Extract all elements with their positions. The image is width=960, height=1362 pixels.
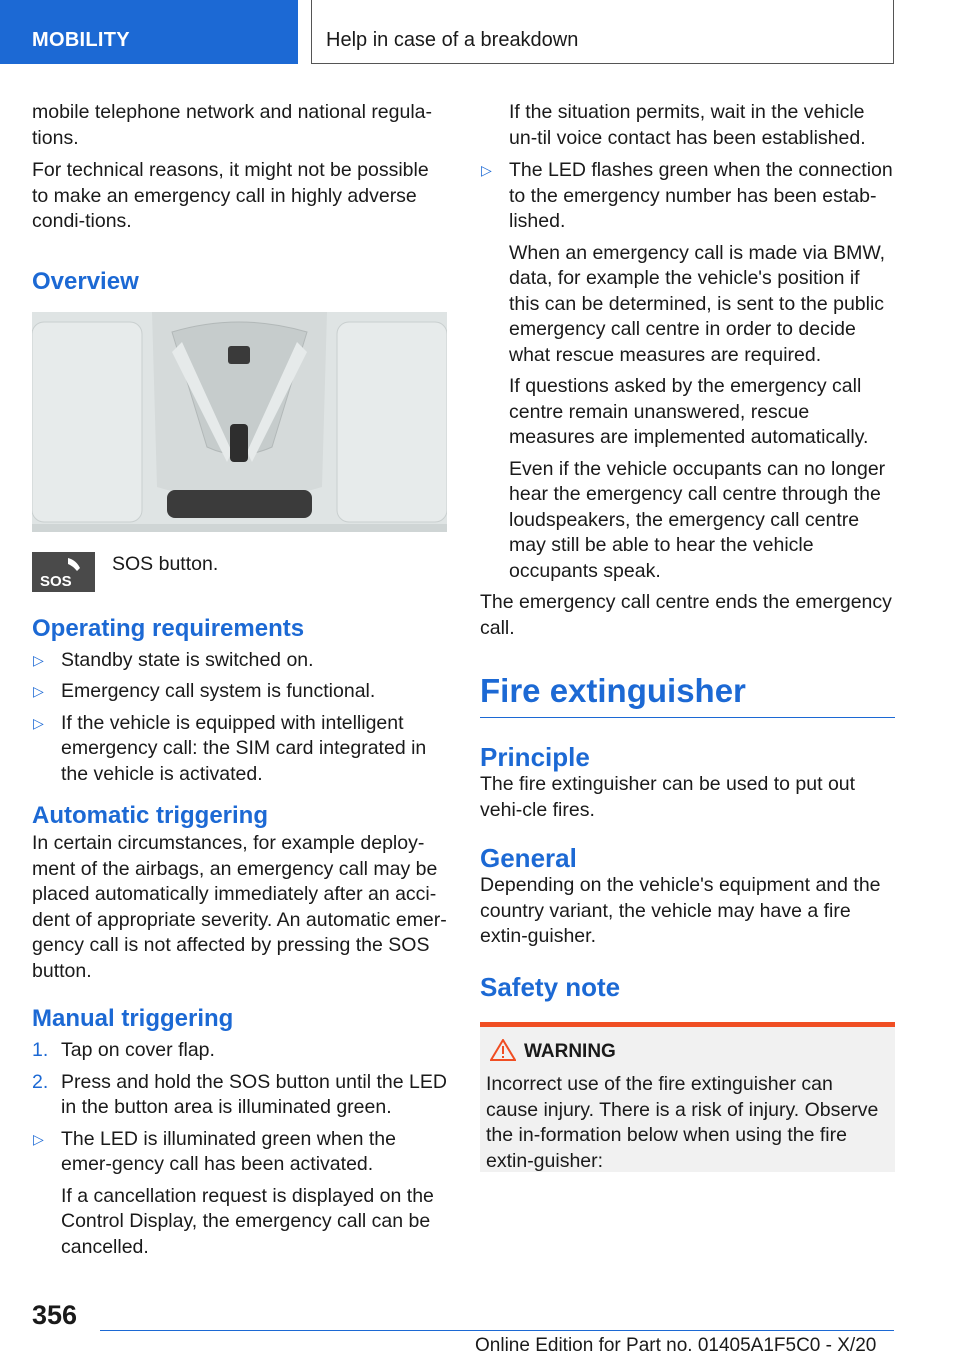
triangle-bullet-icon: ▷ bbox=[33, 714, 44, 731]
manual-triggering-heading: Manual triggering bbox=[32, 1005, 234, 1032]
triangle-bullet-icon: ▷ bbox=[33, 651, 44, 668]
warning-text: Incorrect use of the fire extinguisher can cause injury. There is a risk of injury. Observe the in-formation below when using the fire extin-guisher: bbox=[486, 1073, 879, 1172]
list-item: ▷ If the vehicle is equipped with intelligent emergency call: the SIM card integrated in the vehicle is activated. bbox=[33, 711, 427, 785]
sos-icon bbox=[32, 552, 95, 592]
section-label: MOBILITY bbox=[32, 29, 130, 51]
sos-button bbox=[228, 346, 250, 364]
list-item: ▷ Standby state is switched on. bbox=[32, 648, 447, 674]
overview-heading: Overview bbox=[32, 267, 139, 295]
list-item: ▷ The LED is illuminated green when the emer-gency call has been activated. If a cancellation request is displayed on the Control Display, the emergency call can be cancelled. bbox=[32, 1127, 447, 1261]
footer-edition: Online Edition for Part no. 01405A1F5C0 - X/20 bbox=[475, 1335, 877, 1356]
list-item-subtext: When an emergency call is made via BMW, data, for example the vehicle's position if this can be determined, is sent to the public emergency call centre in order to decide what rescue measures are required. bbox=[509, 241, 886, 366]
principle-heading: Principle bbox=[480, 742, 590, 772]
right-column bbox=[480, 100, 895, 1172]
heading-rule bbox=[480, 717, 895, 718]
manual-triggering-steps bbox=[32, 1038, 447, 1121]
step-item: 2. Press and hold the SOS button until the LED in the button area is illuminated green. bbox=[32, 1070, 447, 1118]
warning-triangle-icon bbox=[490, 1039, 516, 1069]
list-item: ▷ Emergency call system is functional. bbox=[32, 679, 447, 705]
sos-icon-label: SOS bbox=[40, 572, 72, 590]
left-column bbox=[32, 100, 447, 1266]
warning-title-row bbox=[524, 1039, 888, 1065]
automatic-triggering-heading: Automatic triggering bbox=[32, 802, 269, 829]
triangle-bullet-icon: ▷ bbox=[481, 162, 492, 178]
warning-box bbox=[480, 1022, 895, 1172]
list-item-subtext: Even if the vehicle occupants can no longer hear the emergency call centre through the loudspeakers, the emergency call centre may still be able to hear the vehicle occupants speak. bbox=[509, 457, 886, 582]
automatic-triggering-text: In certain circumstances, for example deploy-ment of the airbags, an emergency call may be placed automatically immediately after an acci-dent of appropriate severity. An automatic emer-gency call is not affected by pressing the SOS button. bbox=[32, 832, 447, 982]
operating-requirements-list bbox=[32, 648, 447, 788]
photo-caption: SOS button. bbox=[112, 552, 219, 575]
general-heading: General bbox=[480, 843, 577, 873]
list-item-subtext: If a cancellation request is displayed on the Control Display, the emergency call can be cancelled. bbox=[61, 1184, 434, 1258]
list-item-subtext: If questions asked by the emergency call centre remain unanswered, rescue measures are implemented automatically. bbox=[509, 375, 869, 448]
intro-paragraph-1: mobile telephone network and national regula-tions. bbox=[32, 101, 433, 149]
section-tab bbox=[0, 0, 298, 64]
triangle-bullet-icon: ▷ bbox=[33, 683, 44, 699]
continued-subtext: If the situation permits, wait in the vehicle un-til voice contact has been established. bbox=[509, 101, 866, 149]
page-number: 356 bbox=[32, 1300, 78, 1330]
triangle-bullet-icon: ▷ bbox=[33, 1130, 44, 1147]
chapter-header bbox=[311, 0, 894, 64]
overhead-console-illustration bbox=[32, 312, 447, 532]
intro-paragraph-2: For technical reasons, it might not be possible to make an emergency call in highly adverse condi-tions. bbox=[32, 159, 429, 232]
principle-text: The fire extinguisher can be used to put out vehi-cle fires. bbox=[480, 773, 856, 821]
list-item: ▷ The LED flashes green when the connection to the emergency number has been estab-lished. When an emergency call is made via BMW, data, for example the vehicle's position if this can be determined, is sent to the public emergency call centre in order to decide what rescue measures are required. If questions asked by the emergency call centre remain unanswered, rescue measures are implemented automatically. Even if the vehicle occupants can no longer hear the emergency call centre through the loudspeakers, the emergency call centre may still be able to hear the vehicle occupants speak. bbox=[480, 158, 895, 584]
fire-extinguisher-heading: Fire extinguisher bbox=[480, 672, 746, 709]
end-text: The emergency call centre ends the emergency call. bbox=[480, 591, 892, 639]
warning-title: WARNING bbox=[524, 1040, 616, 1062]
manual-triggering-bullets bbox=[32, 1127, 447, 1261]
step-item: 1. Tap on cover flap. bbox=[32, 1039, 215, 1061]
general-text: Depending on the vehicle's equipment and the country variant, the vehicle may have a fire extin-guisher. bbox=[480, 874, 881, 947]
sos-caption-row bbox=[32, 552, 447, 592]
connection-bullets bbox=[480, 158, 895, 584]
chapter-title: Help in case of a breakdown bbox=[326, 29, 579, 51]
safety-note-heading: Safety note bbox=[480, 971, 621, 1002]
operating-requirements-heading: Operating requirements bbox=[32, 614, 305, 642]
sos-button-photo bbox=[32, 312, 447, 532]
footer-rule bbox=[100, 1330, 894, 1331]
